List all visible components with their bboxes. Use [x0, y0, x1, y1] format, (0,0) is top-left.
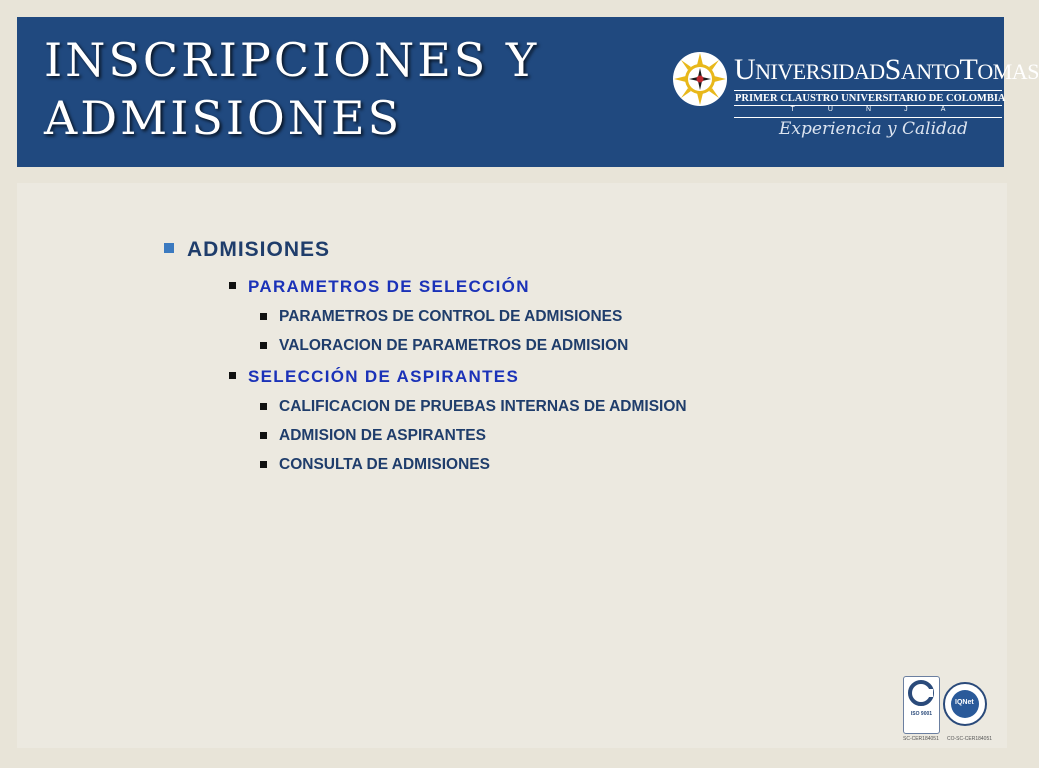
slide-title	[44, 31, 539, 147]
outline-section-seleccion: SELECCIÓN DE ASPIRANTES	[248, 367, 519, 387]
square-bullet-icon	[229, 372, 236, 379]
icontec-logo-icon	[904, 677, 939, 711]
iso-label: ISO 9001	[910, 711, 933, 717]
square-bullet-icon	[260, 461, 267, 468]
city-letters: T U N J A	[790, 106, 946, 113]
outline-subitem: PARAMETROS DE CONTROL DE ADMISIONES	[279, 308, 622, 326]
cert-code-b: CO-SC-CER184051	[947, 736, 993, 742]
university-subtitle: PRIMER CLAUSTRO UNIVERSITARIO DE COLOMBIA	[735, 93, 1006, 104]
certification-badges	[903, 676, 999, 746]
square-bullet-icon	[164, 243, 174, 253]
university-crest-icon	[672, 51, 728, 107]
outline-subitem: ADMISION DE ASPIRANTES	[279, 427, 486, 445]
iqnet-label: IQNet	[955, 699, 974, 706]
content-panel	[17, 183, 1007, 748]
university-slogan: Experiencia y Calidad	[779, 119, 968, 139]
outline-subitem: VALORACION DE PARAMETROS DE ADMISION	[279, 337, 628, 355]
header-band	[17, 17, 1039, 167]
icontec-badge	[903, 676, 940, 734]
university-logo	[672, 47, 1039, 147]
logo-rule-bottom	[734, 117, 1002, 118]
square-bullet-icon	[260, 432, 267, 439]
square-bullet-icon	[229, 282, 236, 289]
square-bullet-icon	[260, 342, 267, 349]
outline-subitem: CALIFICACION DE PRUEBAS INTERNAS DE ADMISION	[279, 398, 687, 416]
title-line-1: INSCRIPCIONES Y	[44, 33, 540, 87]
logo-rule-top	[734, 90, 1002, 91]
cert-code-a: SC-CER184051	[903, 736, 939, 742]
outline-subitem: CONSULTA DE ADMISIONES	[279, 456, 490, 474]
university-name: UNIVERSIDADSANTOTOMAS	[734, 53, 1039, 86]
outline-section-parametros: PARAMETROS DE SELECCIÓN	[248, 277, 530, 297]
outline-item-admisiones: ADMISIONES	[187, 238, 330, 262]
title-line-2: ADMISIONES	[44, 91, 403, 145]
square-bullet-icon	[260, 313, 267, 320]
square-bullet-icon	[260, 403, 267, 410]
